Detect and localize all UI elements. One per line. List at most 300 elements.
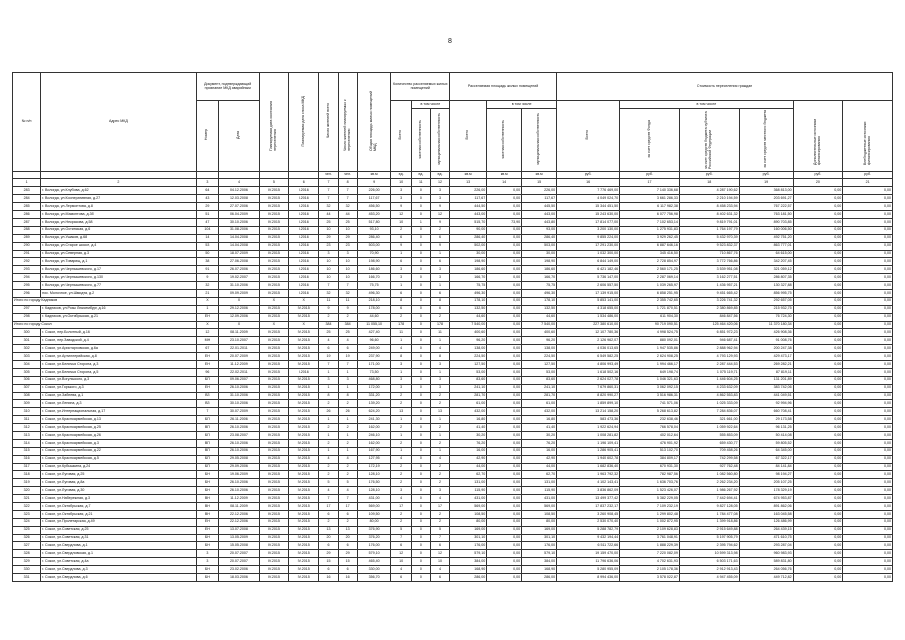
header-doc-date: Дата: [219, 101, 260, 172]
table-cell: 2: [391, 400, 411, 408]
table-cell: г. Кадников, ул.Октябрьская, д.21: [41, 313, 196, 321]
table-cell: 98 194,27: [739, 471, 793, 479]
table-cell: БН: [196, 471, 219, 479]
table-cell: 09.06.2007: [219, 376, 260, 384]
table-cell: 856 995,75: [739, 289, 793, 297]
table-cell: 53,00: [522, 368, 557, 376]
table-cell: 496,30: [357, 289, 391, 297]
table-cell: IV.2015: [259, 424, 288, 432]
table-cell: 6: [391, 234, 411, 242]
table-cell: ВП: [196, 424, 219, 432]
table-cell: 11.12.2009: [219, 495, 260, 503]
table-cell: 1: [338, 416, 357, 424]
table-cell: 0,00: [843, 226, 893, 234]
table-cell: 20: [319, 534, 338, 542]
table-cell: 286,40: [450, 234, 487, 242]
table-cell: 6 887 646,16: [620, 242, 680, 250]
table-cell: IV.2015: [259, 534, 288, 542]
table-cell: IV.2015: [259, 187, 288, 195]
table-cell: г. Сокол, пер.Болотный, д.16: [41, 329, 196, 337]
table-cell: 241,10: [522, 384, 557, 392]
table-cell: 9: [357, 179, 391, 187]
table-cell: 3: [338, 376, 357, 384]
table-cell: 6: [338, 542, 357, 550]
table-cell: 1: [319, 368, 338, 376]
table-cell: 2 380 869,85: [679, 305, 739, 313]
table-cell: 6: [430, 574, 449, 582]
table-cell: 0,00: [487, 250, 522, 258]
table-cell: 20.07.2007: [219, 558, 260, 566]
table-cell: 0,00: [487, 558, 522, 566]
table-cell: 6 844 149,00: [557, 258, 620, 266]
table-cell: 0,00: [793, 274, 843, 282]
table-cell: IV.2015: [259, 360, 288, 368]
table-cell: 4 102 143,41: [557, 479, 620, 487]
table-cell: 13.07.2008: [219, 526, 260, 534]
table-cell: 0,00: [487, 329, 522, 337]
table-cell: 331: [13, 574, 41, 582]
table-cell: 0,00: [843, 518, 893, 526]
table-cell: 9 827 128,05: [679, 503, 739, 511]
table-cell: 29.12.2006: [219, 305, 260, 313]
table-cell: 0,00: [487, 242, 522, 250]
table-row: [13, 479, 893, 487]
table-cell: 2: [391, 226, 411, 234]
table-cell: чел.: [338, 171, 357, 179]
table-cell: [13, 171, 41, 179]
table-cell: IV.2015: [289, 495, 319, 503]
table-cell: 20: [338, 534, 357, 542]
table-cell: 75,75: [357, 282, 391, 290]
table-cell: 0,00: [843, 550, 893, 558]
table-cell: IV.2015: [289, 392, 319, 400]
table-cell: 1: [338, 431, 357, 439]
table-row: [13, 526, 893, 534]
header-rooms-private: частная собственность: [411, 109, 430, 172]
table-cell: г. Сокол, ул.Красноармейская, д.25: [41, 424, 196, 432]
table-cell: 0,00: [793, 550, 843, 558]
table-cell: 1: [391, 447, 411, 455]
table-cell: 4: [430, 566, 449, 574]
header-npp: № п/п: [13, 73, 41, 172]
table-cell: 17 814 077,00: [557, 218, 620, 226]
table-cell: IV.2015: [289, 487, 319, 495]
table-cell: 1: [319, 384, 338, 392]
table-cell: 0,00: [487, 534, 522, 542]
table-cell: 0: [411, 424, 430, 432]
header-rooms-incl: в том числе: [411, 101, 449, 109]
table-cell: 0,00: [843, 282, 893, 290]
table-cell: 226,00: [522, 187, 557, 195]
table-cell: IV.2015: [289, 337, 319, 345]
table-cell: 19: [338, 353, 357, 361]
table-cell: г. Кадников, ул.Розы Люксембург, д.16: [41, 305, 196, 313]
table-cell: ВЗ: [196, 392, 219, 400]
table-cell: 0: [411, 345, 430, 353]
table-cell: IV.2015: [259, 203, 288, 211]
table-cell: г. Сокол, ул.Кубышкина, д.24: [41, 463, 196, 471]
table-cell: ВЗ: [196, 400, 219, 408]
table-cell: 297: [13, 305, 41, 313]
table-cell: 4 318 655,00: [557, 305, 620, 313]
table-cell: 3: [391, 274, 411, 282]
table-cell: 176,00: [522, 542, 557, 550]
table-cell: 0,00: [793, 218, 843, 226]
table-cell: 17: [430, 503, 449, 511]
table-cell: 4: [391, 566, 411, 574]
table-cell: 0,00: [843, 266, 893, 274]
table-row: [13, 289, 893, 297]
table-cell: 1: [391, 368, 411, 376]
table-cell: 569,00: [357, 503, 391, 511]
table-cell: 384: [319, 321, 338, 329]
table-cell: 178: [391, 321, 411, 329]
table-cell: IV.2015: [289, 479, 319, 487]
table-cell: 429 473,17: [739, 353, 793, 361]
table-cell: 9: [430, 218, 449, 226]
table-row: [13, 392, 893, 400]
table-cell: 376,90: [357, 526, 391, 534]
table-cell: 17: [338, 503, 357, 511]
table-cell: 321: [13, 495, 41, 503]
table-cell: 32: [338, 289, 357, 297]
table-cell: 0: [411, 360, 430, 368]
table-cell: IV.2015: [259, 242, 288, 250]
table-row: [13, 495, 893, 503]
table-cell: 23.02.2006: [219, 566, 260, 574]
header-rooms-group: Количество расселяемых жилых помещений: [391, 73, 450, 101]
table-cell: 311: [13, 416, 41, 424]
table-cell: 5 268 613,82: [620, 408, 680, 416]
table-cell: 0: [411, 384, 430, 392]
table-cell: 30,20: [450, 431, 487, 439]
table-cell: руб.: [679, 171, 739, 179]
table-cell: IV.2015: [289, 384, 319, 392]
table-cell: 10: [338, 226, 357, 234]
table-cell: 316: [13, 455, 41, 463]
table-cell: 2: [430, 424, 449, 432]
table-cell: 13.05.2009: [219, 534, 260, 542]
table-cell: 0: [411, 400, 430, 408]
table-cell: 3: [430, 195, 449, 203]
table-cell: 11 796 636,06: [557, 558, 620, 566]
table-cell: 1 764 197,79: [679, 226, 739, 234]
table-cell: IV.2015: [259, 195, 288, 203]
table-cell: 1 721 870,51: [620, 305, 680, 313]
table-cell: 6 549 582,25: [557, 353, 620, 361]
table-cell: I.2016: [289, 203, 319, 211]
table-row: [13, 566, 893, 574]
table-cell: 0,00: [843, 392, 893, 400]
table-cell: 314: [13, 439, 41, 447]
table-row: [13, 226, 893, 234]
table-cell: 329: [13, 558, 41, 566]
table-cell: 0,00: [793, 376, 843, 384]
table-cell: 0,00: [487, 258, 522, 266]
table-cell: 307: [13, 384, 41, 392]
table-cell: 0,00: [843, 187, 893, 195]
table-cell: 2: [430, 392, 449, 400]
table-cell: X: [219, 321, 260, 329]
table-cell: г. Сокол, ул.Ленина, д.3: [41, 400, 196, 408]
table-cell: 7: [196, 408, 219, 416]
table-cell: 8: [319, 392, 338, 400]
table-cell: 1 196 109,41: [557, 439, 620, 447]
table-cell: 309: [13, 400, 41, 408]
table-cell: 6: [338, 510, 357, 518]
table-cell: 1 082 560,80: [679, 471, 739, 479]
table-cell: 1: [430, 337, 449, 345]
table-cell: 0,00: [487, 416, 522, 424]
table-cell: 6: [391, 289, 411, 297]
table-cell: 1: [338, 384, 357, 392]
table-cell: 766 578,04: [620, 424, 680, 432]
table-cell: 426 908,36: [739, 329, 793, 337]
table-cell: 0,00: [487, 384, 522, 392]
table-cell: 0,00: [843, 495, 893, 503]
table-cell: 3: [391, 266, 411, 274]
header-regional: за счет средств бюджета субъекта Российской Федерации: [679, 109, 739, 172]
table-cell: 6: [391, 574, 411, 582]
table-cell: 1: [319, 431, 338, 439]
table-cell: 1: [391, 250, 411, 258]
header-rooms-total: Всего: [391, 101, 411, 172]
table-cell: руб.: [843, 171, 893, 179]
table-cell: 11: [319, 297, 338, 305]
table-row: [13, 250, 893, 258]
table-cell: БН: [196, 534, 219, 542]
table-cell: X: [196, 297, 219, 305]
table-cell: 0: [411, 518, 430, 526]
table-cell: IV.2015: [259, 431, 288, 439]
table-cell: 7: [319, 495, 338, 503]
units-row: [13, 171, 893, 179]
table-cell: 12: [391, 211, 411, 219]
table-cell: 22.12.2006: [219, 510, 260, 518]
table-cell: 0,00: [843, 463, 893, 471]
table-cell: 9 855 224,00: [557, 234, 620, 242]
table-cell: 583 473,36: [557, 416, 620, 424]
table-cell: 44,00: [522, 463, 557, 471]
table-cell: 11: [430, 329, 449, 337]
table-cell: 465,40: [357, 558, 391, 566]
table-cell: 0: [411, 211, 430, 219]
table-cell: 10: [338, 258, 357, 266]
table-cell: 1: [391, 337, 411, 345]
table-cell: IV.2015: [289, 353, 319, 361]
table-cell: 7: [338, 187, 357, 195]
table-cell: 26.10.2006: [219, 479, 260, 487]
table-cell: 555 853,09: [679, 431, 739, 439]
table-cell: 3: [391, 360, 411, 368]
table-cell: 6: [338, 345, 357, 353]
table-cell: IV.2015: [289, 471, 319, 479]
table-cell: 75,75: [450, 282, 487, 290]
table-cell: 13: [430, 408, 449, 416]
table-cell: 287: [13, 218, 41, 226]
table-cell: IV.2015: [259, 495, 288, 503]
table-cell: г. Сокол, ул.Аристарховская, д.6а: [41, 345, 196, 353]
table-cell: 649 198,74: [620, 368, 680, 376]
table-cell: г. Сокол, ул.Набережная, д.3: [41, 495, 196, 503]
table-cell: 320: [13, 487, 41, 495]
table-cell: 6: [430, 289, 449, 297]
table-cell: 0,00: [843, 439, 893, 447]
table-cell: 1 636 703,76: [620, 479, 680, 487]
table-cell: г. Сокол, ул.Луговая, д.25: [41, 471, 196, 479]
table-cell: IV.2015: [289, 550, 319, 558]
table-cell: IV.2015: [289, 431, 319, 439]
table-cell: 611 904,30: [620, 313, 680, 321]
table-cell: 2: [319, 463, 338, 471]
table-cell: 0,00: [843, 510, 893, 518]
table-cell: IV.2015: [259, 455, 288, 463]
table-cell: 11.12.2009: [219, 360, 260, 368]
table-cell: 492 751,20: [739, 234, 793, 242]
table-cell: 0,00: [843, 329, 893, 337]
table-row: [13, 266, 893, 274]
table-cell: 306: [13, 376, 41, 384]
table-cell: 456,50: [357, 203, 391, 211]
table-cell: ВН: [196, 503, 219, 511]
table-cell: 5 432 970,39: [679, 234, 739, 242]
table-cell: 0,00: [487, 479, 522, 487]
table-cell: 125 464 420,06: [679, 321, 739, 329]
table-cell: 224,50: [450, 353, 487, 361]
table-cell: 13: [450, 179, 487, 187]
table-cell: 169,00: [522, 526, 557, 534]
table-cell: 59 805,52: [739, 439, 793, 447]
table-cell: IV.2015: [259, 289, 288, 297]
table-cell: 2: [391, 471, 411, 479]
table-cell: IV.2015: [259, 384, 288, 392]
table-cell: 0,00: [843, 400, 893, 408]
table-cell: 17: [620, 179, 680, 187]
table-cell: 0,00: [843, 258, 893, 266]
table-cell: 8 402 631,32: [679, 211, 739, 219]
table-cell: 30.10.2006: [219, 400, 260, 408]
table-cell: 61,00: [522, 400, 557, 408]
table-cell: 26.10.2006: [219, 439, 260, 447]
table-cell: 1 399 918,86: [679, 518, 739, 526]
table-cell: 3: [430, 487, 449, 495]
table-cell: 0,00: [487, 447, 522, 455]
table-cell: I.2016: [289, 282, 319, 290]
table-cell: I.2016: [289, 234, 319, 242]
table-cell: 2: [391, 439, 411, 447]
table-cell: 22.01.2011: [219, 345, 260, 353]
table-cell: IV.2015: [259, 250, 288, 258]
table-cell: 215 932,75: [739, 305, 793, 313]
table-row: [13, 558, 893, 566]
table-cell: ВП: [196, 447, 219, 455]
table-cell: 7 540,00: [450, 321, 487, 329]
table-cell: 16,80: [522, 416, 557, 424]
table-cell: г. Сокол, ул.Красноармейская, д.22: [41, 447, 196, 455]
table-cell: 444,50: [450, 203, 487, 211]
table-cell: 12.09.2006: [219, 313, 260, 321]
table-cell: 7 284 836,07: [679, 408, 739, 416]
table-cell: 7: [338, 360, 357, 368]
table-cell: 163 045,58: [739, 510, 793, 518]
table-cell: г. Сокол, ул.Свердлова, д.1: [41, 542, 196, 550]
table-cell: руб.: [620, 171, 680, 179]
table-cell: IV.2015: [259, 313, 288, 321]
table-cell: 6: [319, 345, 338, 353]
table-cell: 50 414,08: [739, 431, 793, 439]
table-cell: 3: [430, 384, 449, 392]
table-cell: г. Вологда, ул.Некрасова, д.58: [41, 218, 196, 226]
table-cell: 203 691,27: [739, 195, 793, 203]
table-cell: 2 624 908,25: [620, 353, 680, 361]
table-cell: 384: [338, 321, 357, 329]
table-cell: 5: [391, 526, 411, 534]
table-cell: 15 344 451,50: [557, 203, 620, 211]
table-cell: 441 049,51: [739, 392, 793, 400]
table-cell: 30,00: [450, 250, 487, 258]
table-cell: 1 008 281,82: [557, 431, 620, 439]
table-cell: 1 888 229,39: [620, 542, 680, 550]
table-cell: 6: [391, 305, 411, 313]
header-extra: Дополнительные источники финансирования: [793, 101, 843, 172]
table-cell: 27.06.2008: [219, 258, 260, 266]
table-cell: 0: [411, 510, 430, 518]
table-cell: 13: [319, 526, 338, 534]
table-cell: 284: [13, 195, 41, 203]
table-cell: 2: [391, 510, 411, 518]
table-cell: ЕН: [196, 526, 219, 534]
table-cell: IV.2015: [259, 487, 288, 495]
table-cell: 117,67: [357, 195, 391, 203]
table-cell: 742 299,58: [679, 455, 739, 463]
table-row: [13, 550, 893, 558]
table-cell: г. Сокол, ул.Свердлова, д.3: [41, 566, 196, 574]
table-cell: 64 615,00: [739, 250, 793, 258]
table-cell: 3: [430, 360, 449, 368]
table-cell: IV.2015: [259, 574, 288, 582]
table-cell: 32: [319, 289, 338, 297]
table-row: [13, 574, 893, 582]
table-cell: 368 813,00: [739, 187, 793, 195]
table-cell: 30,20: [522, 431, 557, 439]
table-cell: X: [259, 321, 288, 329]
table-cell: 104: [196, 226, 219, 234]
table-cell: 26: [338, 408, 357, 416]
table-cell: 62,70: [522, 471, 557, 479]
header-cost-incl: в том числе: [620, 101, 793, 109]
table-cell: 0: [411, 234, 430, 242]
table-cell: I.2016: [289, 289, 319, 297]
table-cell: 0,00: [487, 187, 522, 195]
table-cell: 10: [338, 274, 357, 282]
table-cell: 8: [430, 297, 449, 305]
table-cell: 5 197 905,79: [679, 534, 739, 542]
table-cell: 132,50: [522, 305, 557, 313]
table-cell: 224,50: [522, 353, 557, 361]
table-cell: 0,00: [843, 542, 893, 550]
table-cell: 7: [319, 179, 338, 187]
table-cell: 1 523 426,07: [620, 487, 680, 495]
table-cell: 4 793 129,93: [679, 353, 739, 361]
table-cell: I.2016: [289, 250, 319, 258]
table-cell: 2: [338, 424, 357, 432]
table-cell: ед.: [411, 171, 430, 179]
table-cell: 0,00: [793, 424, 843, 432]
table-cell: I.2016: [289, 187, 319, 195]
table-cell: 15: [319, 558, 338, 566]
table-cell: EH: [196, 360, 219, 368]
table-cell: 323: [13, 510, 41, 518]
